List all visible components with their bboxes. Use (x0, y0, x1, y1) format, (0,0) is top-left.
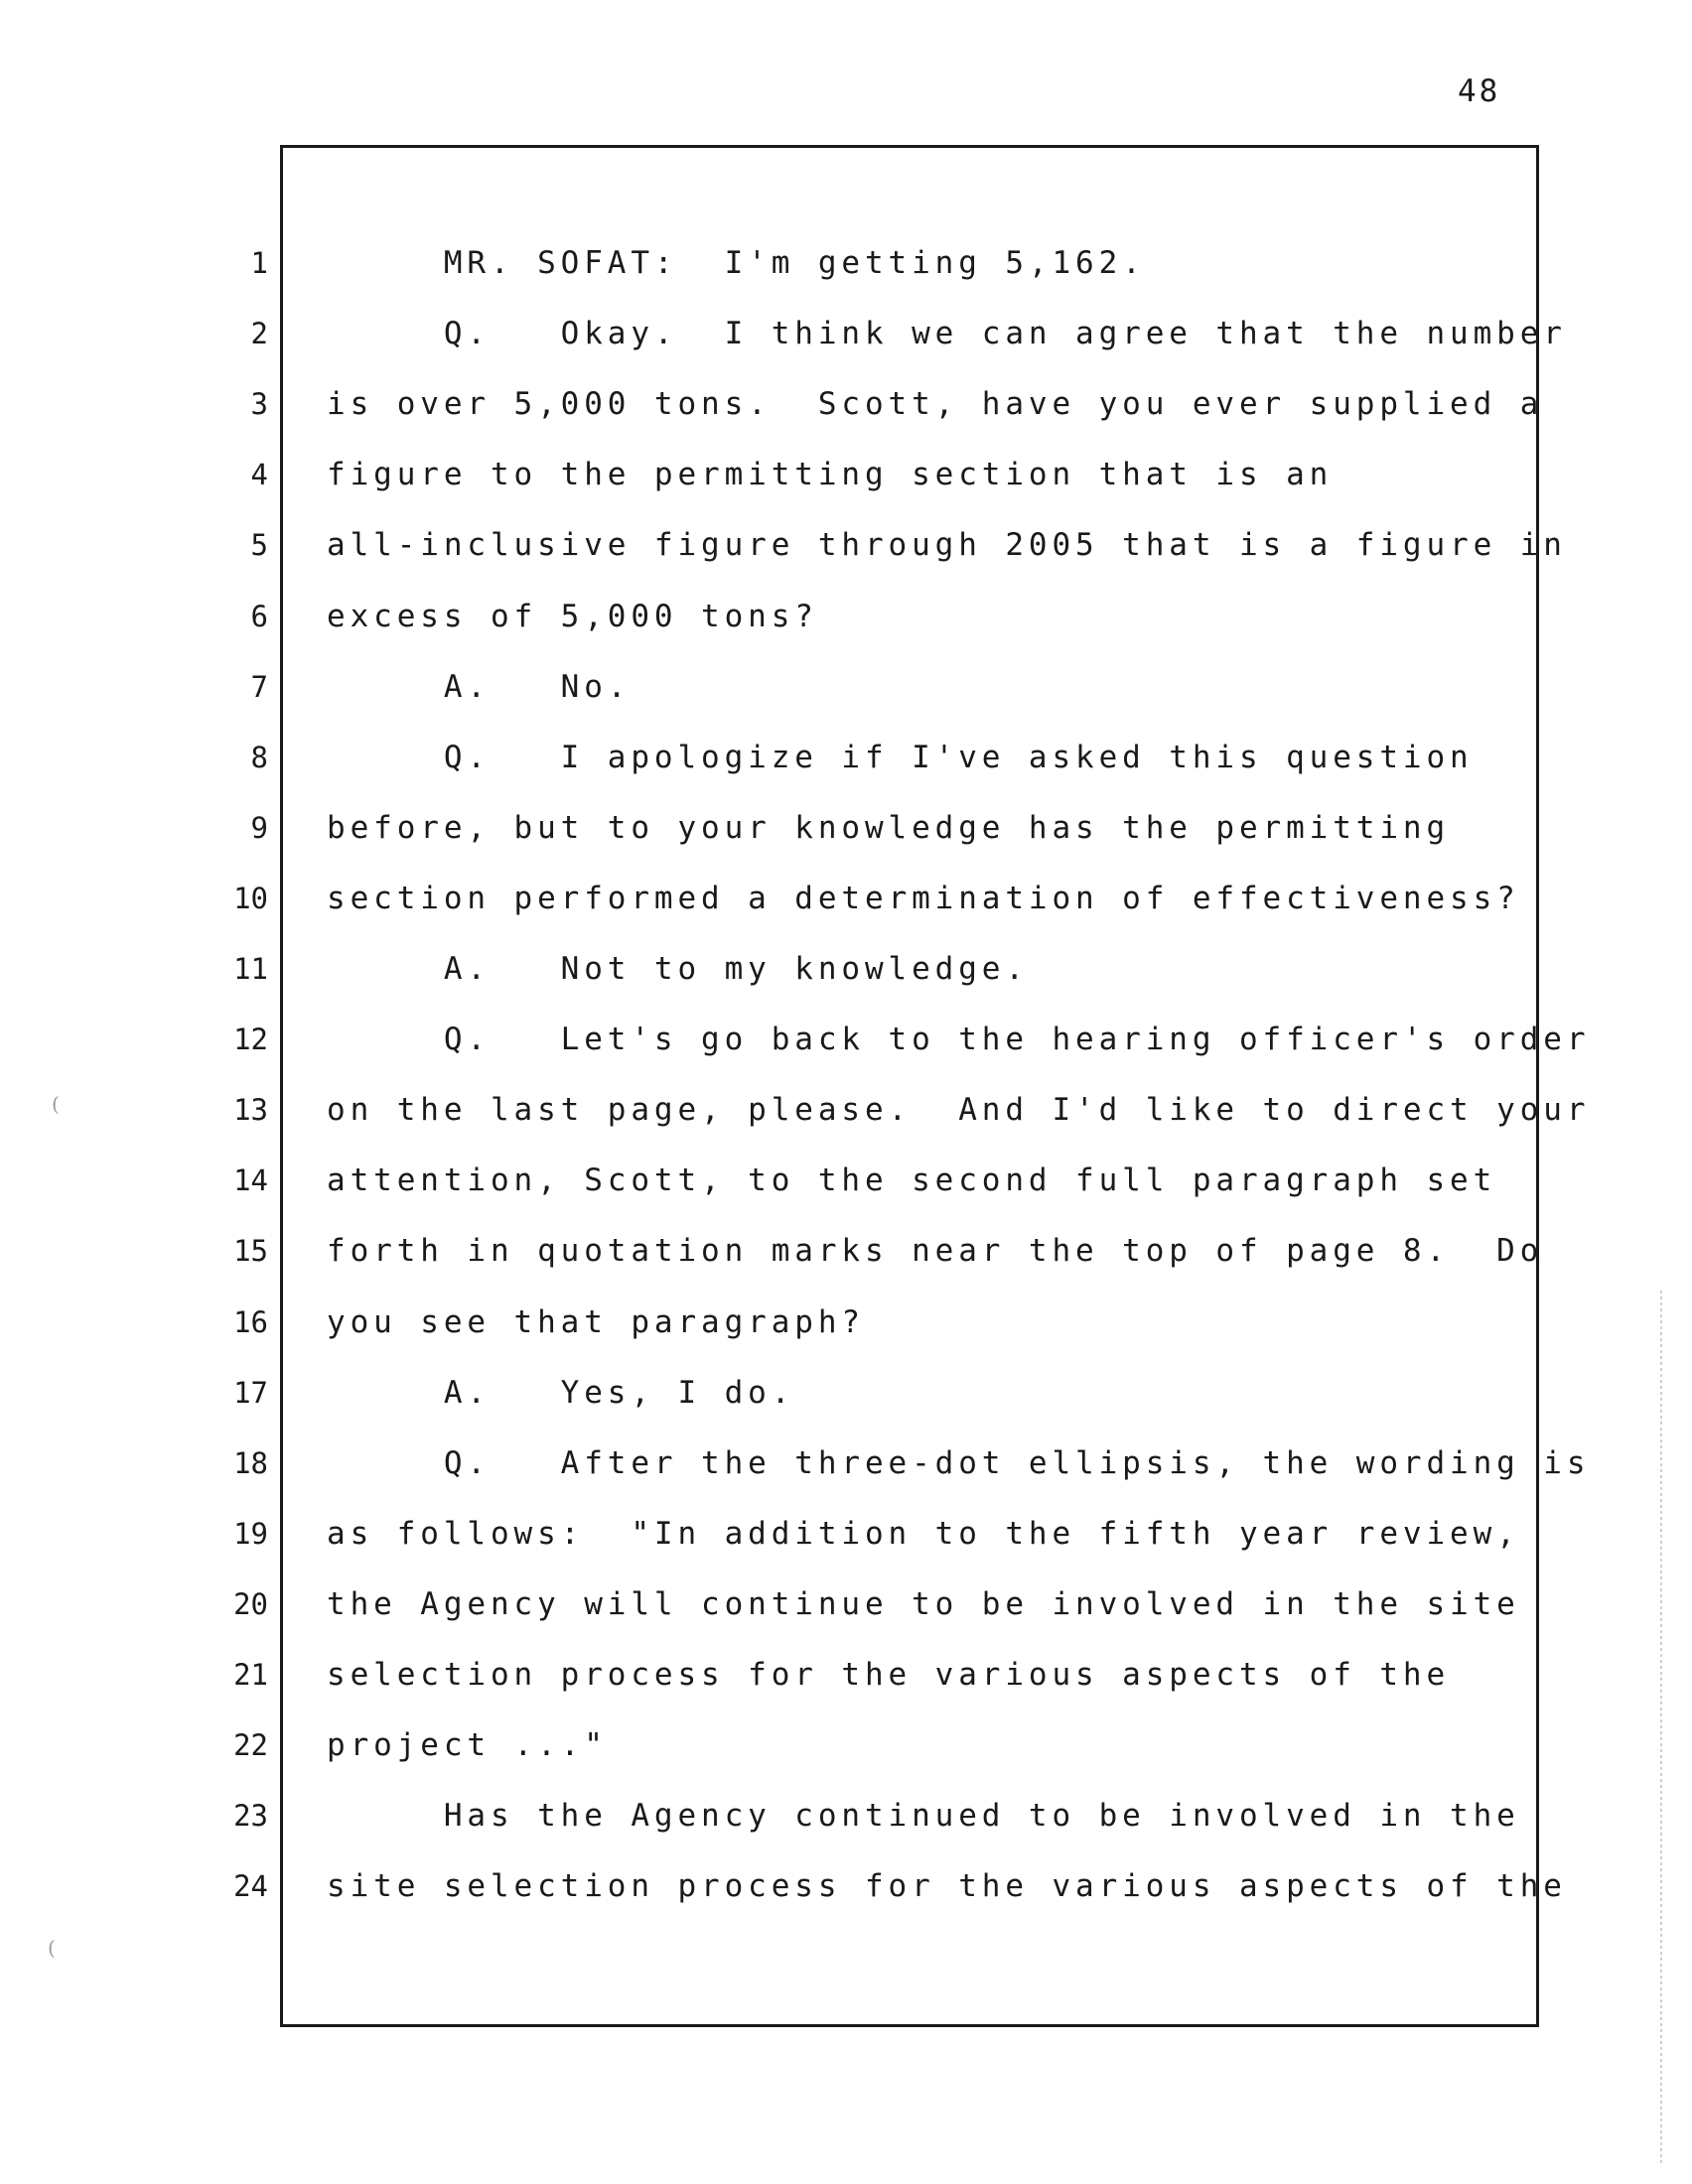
line-number: 9 (250, 811, 268, 845)
line-number: 10 (233, 882, 268, 915)
transcript-line: excess of 5,000 tons? (327, 599, 818, 634)
line-number: 20 (233, 1587, 268, 1621)
line-number: 7 (250, 670, 268, 704)
line-number: 12 (233, 1023, 268, 1056)
transcript-line: project ..." (327, 1727, 608, 1763)
page-number: 48 (1458, 73, 1501, 109)
line-number: 3 (250, 387, 268, 421)
transcript-line: Q. Okay. I think we can agree that the number (327, 316, 1567, 351)
line-number: 18 (233, 1446, 268, 1480)
line-number: 15 (233, 1234, 268, 1268)
line-number: 4 (250, 458, 268, 491)
transcript-line: the Agency will continue to be involved in the site (327, 1586, 1520, 1622)
transcript-line: Q. After the three-dot ellipsis, the wording is (327, 1445, 1591, 1481)
line-number: 6 (250, 600, 268, 633)
transcript-line: is over 5,000 tons. Scott, have you ever supplied a (327, 386, 1544, 422)
line-number: 23 (233, 1799, 268, 1833)
line-number: 24 (233, 1869, 268, 1903)
line-number: 14 (233, 1163, 268, 1197)
transcript-line: Q. Let's go back to the hearing officer's order (327, 1022, 1591, 1057)
line-number: 13 (233, 1093, 268, 1127)
transcript-line: MR. SOFAT: I'm getting 5,162. (327, 245, 1146, 281)
margin-mark: ( (52, 1092, 60, 1116)
transcript-line: A. Yes, I do. (327, 1375, 795, 1411)
line-number: 16 (233, 1305, 268, 1339)
transcript-line: attention, Scott, to the second full paragraph set (327, 1162, 1497, 1198)
transcript-line: selection process for the various aspects of the (327, 1657, 1451, 1693)
transcript-line: site selection process for the various aspects of the (327, 1868, 1567, 1904)
transcript-line: section performed a determination of effectiveness? (327, 881, 1520, 916)
line-number: 21 (233, 1658, 268, 1692)
transcript-line: before, but to your knowledge has the permitting (327, 810, 1451, 846)
line-number: 2 (250, 317, 268, 350)
line-number: 8 (250, 741, 268, 774)
line-number: 22 (233, 1728, 268, 1762)
transcript-line: all-inclusive figure through 2005 that is a figure in (327, 527, 1567, 563)
transcript-line: on the last page, please. And I'd like to direct your (327, 1092, 1591, 1128)
margin-mark: ( (48, 1936, 56, 1960)
transcript-line: forth in quotation marks near the top of page 8. Do (327, 1233, 1544, 1269)
transcript-line: A. No. (327, 669, 632, 705)
scan-edge-line (1660, 1291, 1662, 2164)
transcript-line: you see that paragraph? (327, 1304, 865, 1340)
transcript-line: A. Not to my knowledge. (327, 951, 1029, 987)
transcript-line: figure to the permitting section that is an (327, 457, 1334, 492)
line-number: 11 (233, 952, 268, 986)
line-number: 19 (233, 1517, 268, 1551)
transcript-line: Q. I apologize if I've asked this question (327, 740, 1474, 775)
line-number: 5 (250, 528, 268, 562)
transcript-line: Has the Agency continued to be involved in the (327, 1798, 1520, 1834)
transcript-line: as follows: "In addition to the fifth year review, (327, 1516, 1520, 1552)
line-number: 17 (233, 1376, 268, 1410)
line-number: 1 (250, 246, 268, 280)
